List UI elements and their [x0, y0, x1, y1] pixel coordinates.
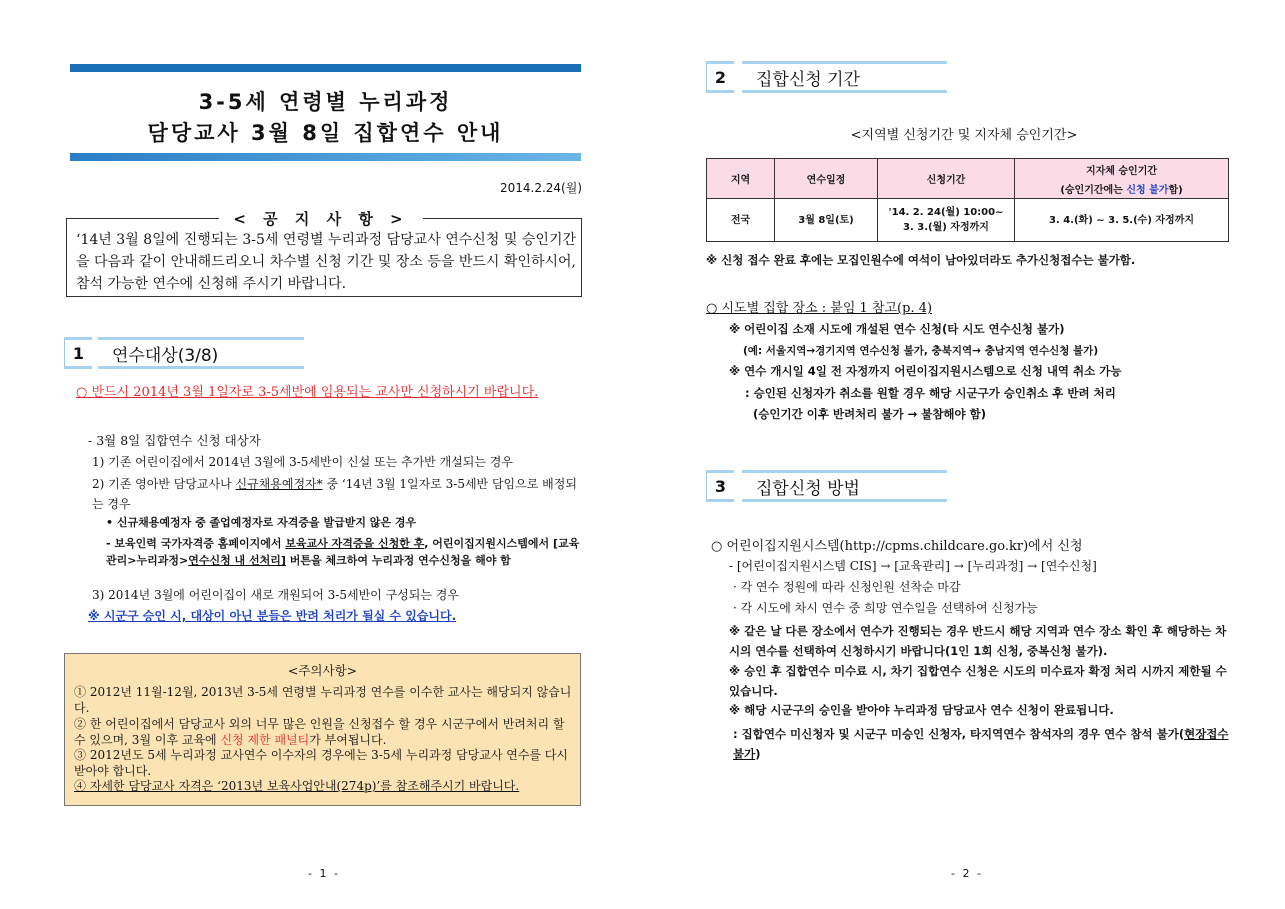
method-warning-1: ※ 같은 날 다른 장소에서 연수가 진행되는 경우 반드시 해당 지역과 연수 장소 확인 후 해당하는 차시의 연수를 선택하여 신청하시기 바랍니다(1인 1회 신청, 중복신청 불가).	[729, 624, 1227, 658]
table-row	[707, 199, 1229, 242]
notice-title: < 공 지 사 항 >	[0, 208, 642, 229]
place-header: ○ 시도별 집합 장소 : 붙임 1 참고(p. 4)	[706, 301, 933, 316]
table-header: 지역	[707, 159, 775, 199]
target-warning: ※ 시군구 승인 시, 대상이 아닌 분들은 반려 처리가 될실 수 있습니다.	[88, 609, 457, 623]
section-title: 연수대상(3/8)	[98, 337, 304, 369]
table-cell: 3월 8일(토)	[775, 199, 878, 242]
page-2	[643, 0, 1285, 909]
caution-item-2: ② 한 어린이집에서 담당교사 외의 너무 많은 인원을 신청접수 할 경우 시군구에서 반려처리 할 수 있으며, 3월 이후 교육에 신청 제한 패널티가 부여됩니다.	[74, 717, 565, 747]
notice-text: ‘14년 3월 8일에 진행되는 3-5세 연령별 누리과정 담당교사 연수신청 및 승인기간을 다음과 같이 안내해드리오니 차수별 신청 기간 및 장소 등을 반드시 확인하시어, 참석 가능한 연수에 신청해 주시기 바랍니다.	[76, 232, 576, 292]
target-item-1: 1) 기존 어린이집에서 2014년 3월에 3-5세반이 신설 또는 추가반 개설되는 경우	[92, 455, 513, 469]
table-header-row	[707, 159, 1229, 199]
table-header: 지자체 승인기간 (승인기간에는 신청 불가함)	[1015, 159, 1229, 199]
table-cell: '14. 2. 24(월) 10:00~ 3. 3.(월) 자정까지	[878, 199, 1015, 242]
title-line-2: 담당교사 3월 8일 집합연수 안내	[147, 121, 504, 145]
method-path: - [어린이집지원시스템 CIS] → [교육관리] → [누리과정] → [연수신청]	[729, 559, 1097, 573]
place-note-1-example: (예: 서울지역→경기지역 연수신청 불가, 충북지역→ 충남지역 연수신청 불가)	[743, 345, 1099, 357]
method-note-1: · 각 연수 정원에 따라 신청인원 선착순 마감	[733, 580, 961, 594]
section-1-header	[64, 337, 304, 369]
section-title: 집합신청 기간	[742, 61, 947, 93]
page-number: - 1 -	[308, 867, 340, 880]
place-note-1: ※ 어린이집 소재 시도에 개설된 연수 신청(타 시도 연수신청 불가)	[729, 322, 1065, 336]
schedule-table	[706, 158, 1229, 242]
method-warning-3: ※ 해당 시군구의 승인을 받아야 누리과정 담당교사 연수 신청이 완료됩니다.	[729, 703, 1114, 717]
caution-item-4: ④ 자세한 담당교사 자격은 ‘2013년 보육사업안내(274p)’를 참조해주시기 바랍니다.	[74, 779, 520, 793]
section-number: 1	[64, 337, 92, 369]
bullet-1: • 신규채용예정자 중 졸업예정자로 자격증을 발급받지 않은 경우	[106, 516, 417, 529]
place-note-2: ※ 연수 개시일 4일 전 자정까지 어린이집지원시스템으로 신청 내역 취소 가능	[729, 364, 1122, 378]
section-2-header	[706, 61, 947, 93]
target-item-3: 3) 2014년 3월에 어린이집이 새로 개원되어 3-5세반이 구성되는 경우	[92, 588, 459, 602]
page-1	[0, 0, 642, 909]
method-warning-detail: : 집합연수 미신청자 및 시군구 미승인 신청자, 타지역연수 참석자의 경우 연수 참석 불가(현장접수 불가)	[733, 727, 1229, 761]
caution-item-1: ① 2012년 11월-12월, 2013년 3-5세 연령별 누리과정 연수를 이수한 교사는 해당되지 않습니다.	[74, 685, 572, 715]
method-warning-2: ※ 승인 후 집합연수 미수료 시, 차기 집합연수 신청은 시도의 미수료자 확정 처리 시까지 제한될 수 있습니다.	[729, 664, 1227, 698]
section-3-header	[706, 470, 947, 502]
caution-item-3: ③ 2012년도 5세 누리과정 교사연수 이수자의 경우에는 3-5세 누리과정 담당교사 연수를 다시 받아야 합니다.	[74, 748, 568, 778]
section-number: 3	[706, 470, 734, 502]
table-note: ※ 신청 접수 완료 후에는 모집인원수에 여석이 남아있더라도 추가신청접수는 불가함.	[706, 253, 1136, 267]
table-caption: <지역별 신청기간 및 지자체 승인기간>	[850, 128, 1078, 143]
method-note-2: · 각 시도에 차시 연수 중 희망 연수일을 선택하여 신청가능	[733, 601, 1038, 615]
section-number: 2	[706, 61, 734, 93]
target-sub-header: - 3월 8일 집합연수 신청 대상자	[88, 433, 261, 448]
target-item-2: 2) 기존 영아반 담당교사나 신규채용예정자* 중 ‘14년 3월 1일자로 3-5세반 담임으로 배정되는 경우	[92, 477, 577, 511]
bullet-2: - 보육인력 국가자격증 홈페이지에서 보육교사 자격증을 신청한 후, 어린이집지원시스템에서 [교육관리>누리과정>연수신청 내 선처리] 버튼을 체크하여 누리과정 연수신청을 해야 함	[106, 537, 580, 567]
title-bar-bottom	[70, 153, 581, 161]
table-cell: 3. 4.(화) ~ 3. 5.(수) 자정까지	[1015, 199, 1229, 242]
place-note-2-detail: : 승인된 신청자가 취소를 원할 경우 해당 시군구가 승인취소 후 반려 처리	[745, 386, 1116, 400]
title-bar-top	[70, 64, 581, 72]
place-note-2-detail-2: (승인기간 이후 반려처리 불가 → 불참해야 함)	[753, 407, 987, 421]
method-header: ○ 어린이집지원시스템(http://cpms.childcare.go.kr)에서 신청	[711, 539, 1083, 554]
target-main-notice: ○ 반드시 2014년 3월 1일자로 3-5세반에 임용되는 교사만 신청하시기 바랍니다.	[76, 385, 539, 400]
table-header: 신청기간	[878, 159, 1015, 199]
caution-title: <주의사항>	[287, 663, 358, 678]
document-date: 2014.2.24(월)	[499, 181, 582, 195]
table-header: 연수일정	[775, 159, 878, 199]
table-cell: 전국	[707, 199, 775, 242]
page-number: - 2 -	[951, 867, 983, 880]
section-title: 집합신청 방법	[742, 470, 947, 502]
title-line-1: 3-5세 연령별 누리과정	[198, 90, 453, 114]
